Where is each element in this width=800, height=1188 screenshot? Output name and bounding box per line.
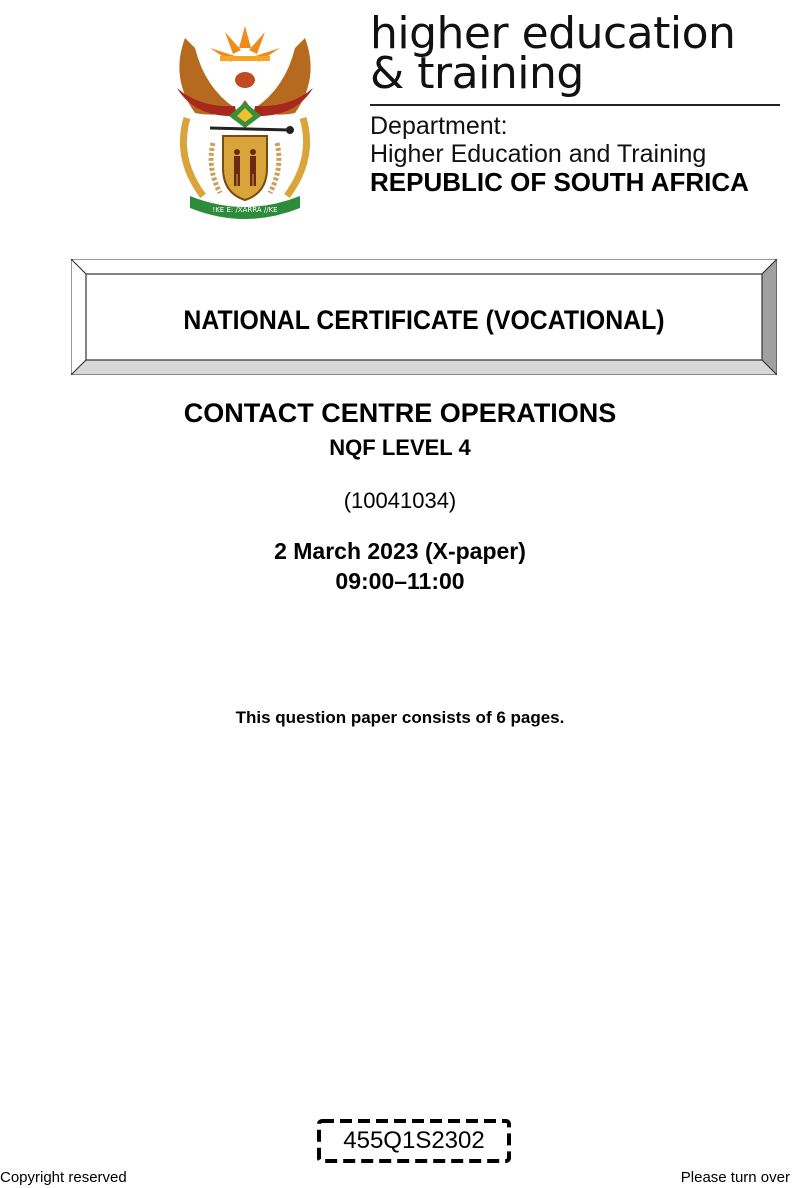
subject-title: CONTACT CENTRE OPERATIONS xyxy=(183,398,617,428)
subject-code: (10041034) xyxy=(343,488,457,513)
logo-line-1: higher education xyxy=(370,8,736,59)
country-name: REPUBLIC OF SOUTH AFRICA xyxy=(370,167,749,197)
coat-of-arms-icon xyxy=(165,18,325,223)
exam-time: 09:00–11:00 xyxy=(335,568,465,594)
department-label: Department: xyxy=(370,112,508,140)
paper-code: 455Q1S2302 xyxy=(343,1127,485,1154)
logo-divider xyxy=(370,104,780,106)
certificate-title-box xyxy=(71,259,777,375)
footer-copyright: Copyright reserved xyxy=(0,1169,127,1186)
department-name: Higher Education and Training xyxy=(370,140,707,168)
page-count-note: This question paper consists of 6 pages. xyxy=(235,708,565,727)
svg-text:!KE E: /XARRA //KE: !KE E: /XARRA //KE xyxy=(212,206,278,214)
paper-code-box xyxy=(317,1119,511,1163)
nqf-level: NQF LEVEL 4 xyxy=(329,435,471,460)
footer-turn-over: Please turn over xyxy=(680,1169,790,1186)
exam-date: 2 March 2023 (X-paper) xyxy=(274,538,526,564)
logo-line-2: & training xyxy=(370,48,584,99)
certificate-title: NATIONAL CERTIFICATE (VOCATIONAL) xyxy=(183,305,665,335)
department-logo xyxy=(370,8,785,197)
